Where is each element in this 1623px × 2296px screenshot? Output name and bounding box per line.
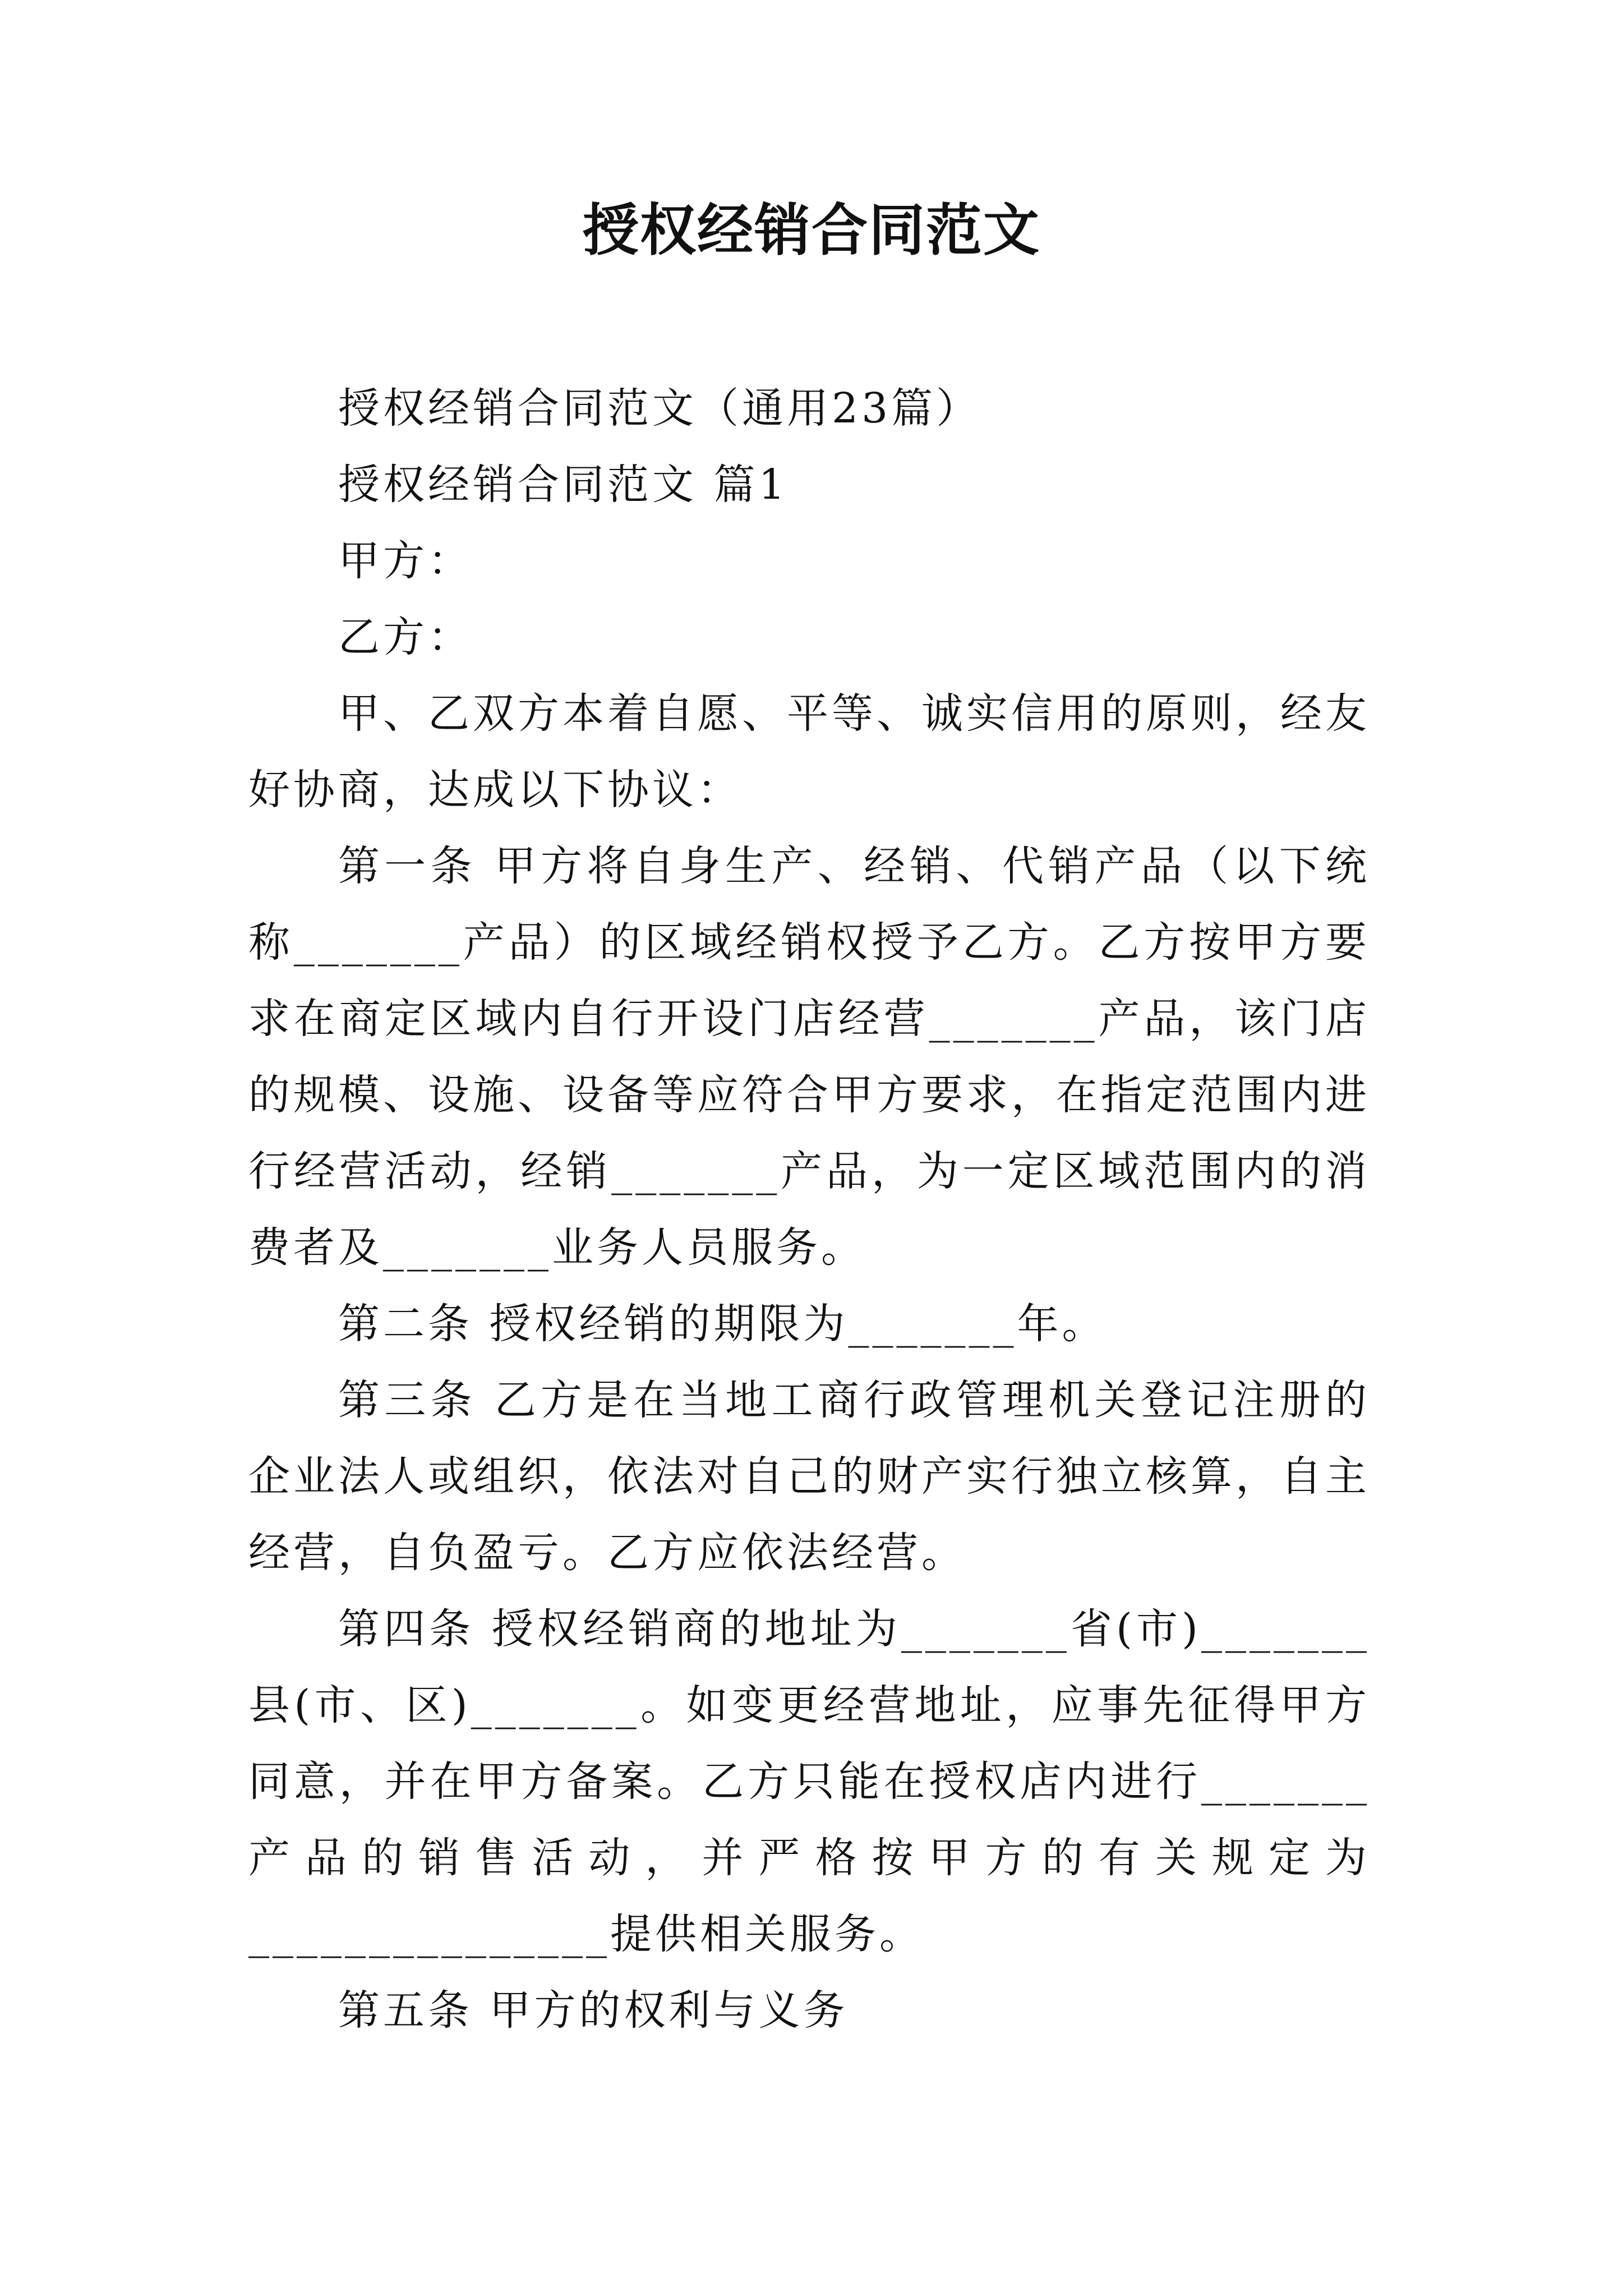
article-4: 第四条 授权经销商的地址为_______省(市)_______县(市、区)_______。如变更经营地址，应事先征得甲方同意，并在甲方备案。乙方只能在授权店内进行_______产品的销售活动，并严格按甲方的有关规定为_______________提供相关服务。 xyxy=(248,1605,1370,1958)
document-title: 授权经销合同范文 xyxy=(583,197,1040,263)
section-heading: 授权经销合同范文 篇1 xyxy=(338,461,789,509)
article-1: 第一条 甲方将自身生产、经销、代销产品（以下统称_______产品）的区域经销权授予乙方。乙方按甲方要求在商定区域内自行开设门店经营_______产品，该门店的规模、设施、设备等应符合甲方要求，在指定范围内进行经营活动，经销_______产品，为一定区域范围内的消费者及_______业务人员服务。 xyxy=(248,842,1370,1272)
document-body xyxy=(248,370,1370,2049)
party-b-line: 乙方： xyxy=(338,613,473,661)
document-subtitle: 授权经销合同范文（通用23篇） xyxy=(338,384,981,432)
article-5-heading: 第五条 甲方的权利与义务 xyxy=(338,1986,849,2035)
party-a-line: 甲方： xyxy=(338,537,473,585)
article-3: 第三条 乙方是在当地工商行政管理机关登记注册的企业法人或组织，依法对自己的财产实行独立核算，自主经营，自负盈亏。乙方应依法经营。 xyxy=(248,1376,1370,1577)
preamble-paragraph: 甲、乙双方本着自愿、平等、诚实信用的原则，经友好协商，达成以下协议： xyxy=(248,689,1370,814)
article-2: 第二条 授权经销的期限为_______年。 xyxy=(338,1300,1107,1348)
